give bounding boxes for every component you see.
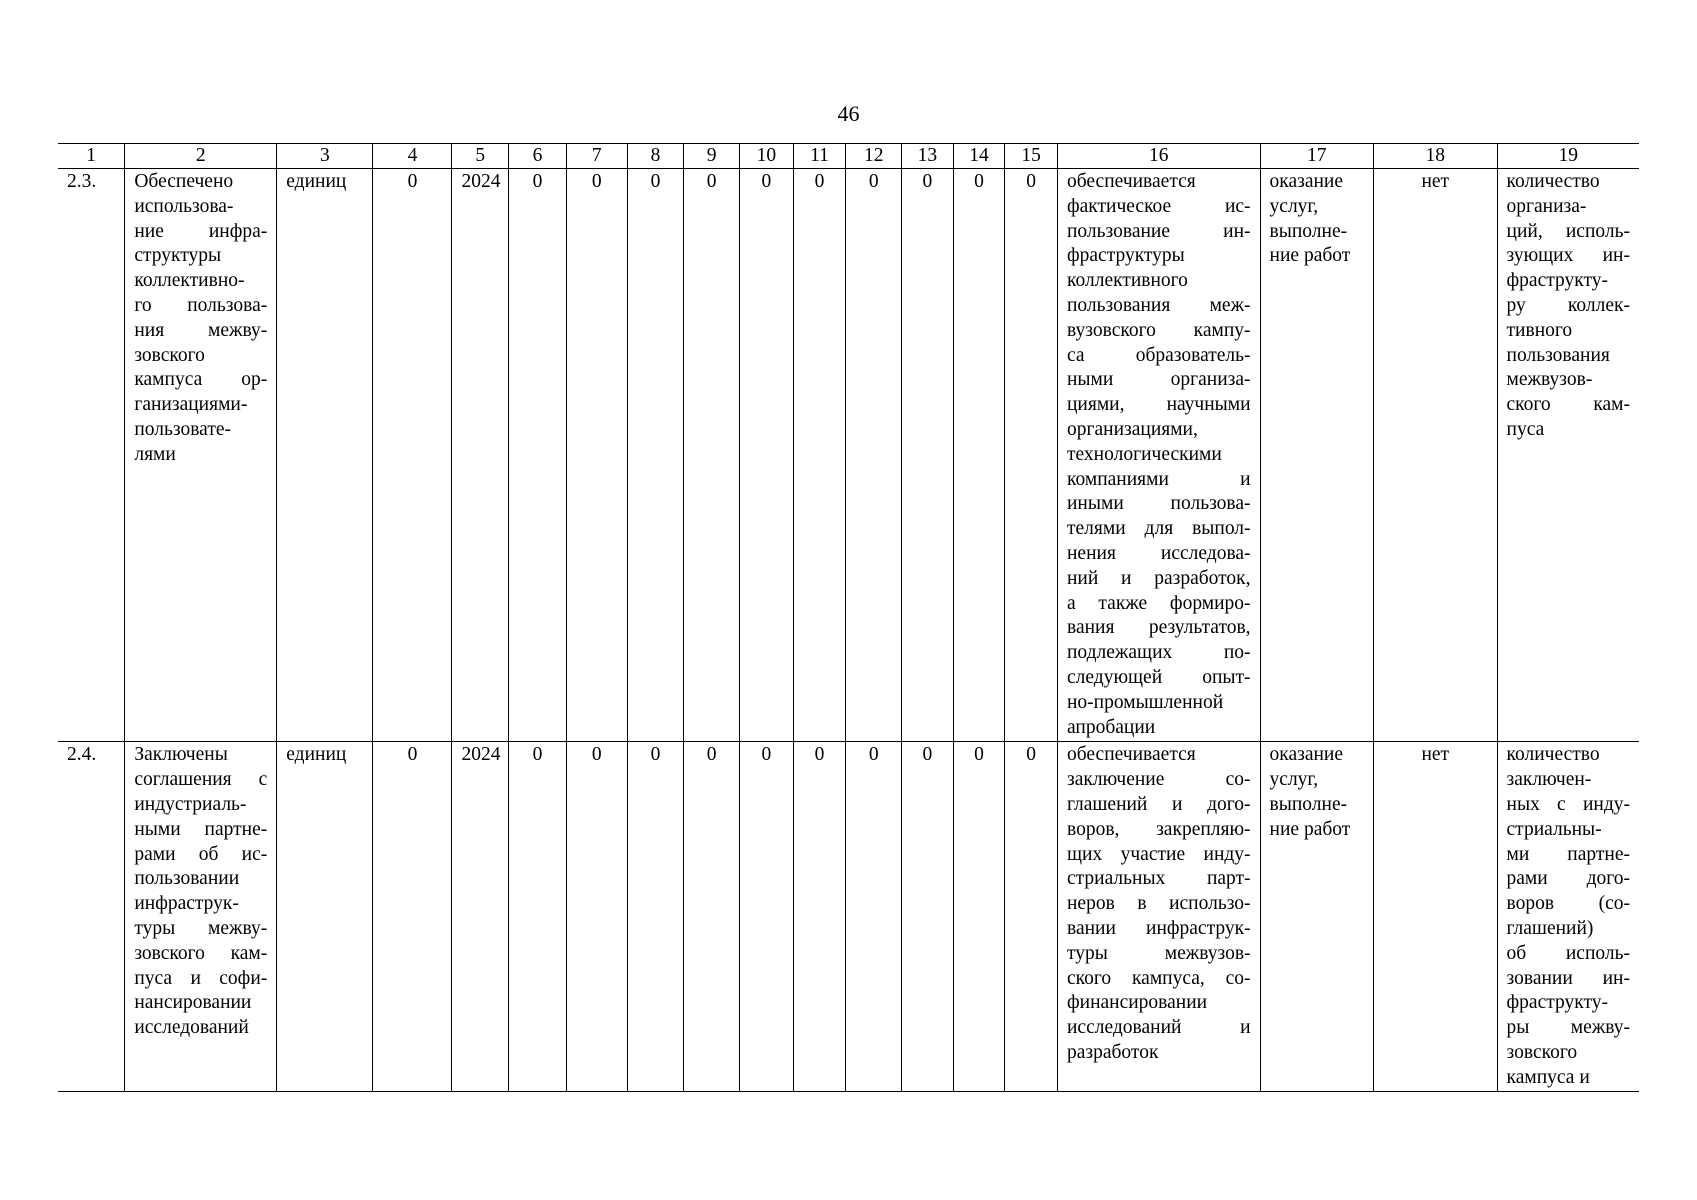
text-line: ными партне- [134, 818, 268, 840]
value-cell: 0 [684, 169, 740, 742]
result-type-cell [1260, 169, 1373, 742]
text-line: ных с инду- [1506, 793, 1630, 815]
value-cell: 0 [684, 742, 740, 1092]
text-line: телями для выпол- [1067, 518, 1251, 540]
text-line: тивного [1506, 319, 1573, 341]
text-line: зующих ин- [1506, 245, 1630, 267]
base-year-cell: 2024 [452, 742, 509, 1092]
column-header: 13 [902, 144, 954, 169]
text-line: нения исследова- [1067, 542, 1251, 564]
text-line: лями [134, 443, 176, 465]
text-line: индустриаль- [134, 793, 247, 815]
text-line: услуг, [1269, 769, 1319, 791]
text-line: фраструкту- [1506, 992, 1608, 1014]
base-year-cell: 2024 [452, 169, 509, 742]
text-line: ры межву- [1506, 1017, 1630, 1039]
text-line: соглашения с [134, 769, 268, 791]
text-line: глашений) [1506, 917, 1594, 939]
text-line: ными организа- [1067, 369, 1251, 391]
row-number-cell: 2.3. [58, 169, 125, 742]
text-line: зовского кам- [134, 942, 268, 964]
column-header: 1 [58, 144, 125, 169]
characteristic-cell [1497, 742, 1639, 1092]
text-line: нансировании [134, 992, 252, 1014]
text-line: Обеспечено [134, 171, 234, 192]
page-number: 46 [837, 101, 860, 126]
text-line: воров (со- [1506, 893, 1630, 915]
text-line: воров, закрепляю- [1067, 818, 1251, 840]
text-line: исследований [134, 1017, 249, 1039]
text-line: выполне- [1269, 793, 1348, 815]
text-line: пуса и софи- [134, 967, 268, 989]
text-line: ского кам- [1506, 394, 1630, 416]
unit-cell: единиц [277, 742, 373, 1092]
text-line: обеспечивается [1067, 744, 1196, 766]
value-cell: 0 [1005, 169, 1058, 742]
text-line: межвузов- [1506, 369, 1593, 391]
text-line: использова- [134, 195, 234, 217]
flag-cell: нет [1373, 169, 1497, 742]
text-line: апробации [1067, 716, 1156, 738]
text-line: оказание [1269, 744, 1344, 766]
text-line: щих участие инду- [1067, 843, 1251, 865]
text-line: подлежащих по- [1067, 642, 1251, 664]
text-line: исследований и [1067, 1017, 1251, 1039]
text-line: ние работ [1269, 245, 1351, 267]
text-line: ру коллек- [1506, 294, 1630, 316]
text-line: фактическое ис- [1067, 195, 1251, 217]
text-line: ний и разработок, [1067, 567, 1251, 589]
text-line: а также формиро- [1067, 592, 1251, 614]
column-header: 9 [684, 144, 740, 169]
base-value-cell: 0 [373, 742, 452, 1092]
text-line: услуг, [1269, 195, 1319, 217]
text-line: пользования [1506, 344, 1610, 366]
text-line: са образователь- [1067, 344, 1251, 366]
result-name-cell [125, 169, 277, 742]
text-line: организа- [1506, 195, 1587, 217]
column-header: 14 [953, 144, 1005, 169]
column-header: 15 [1005, 144, 1058, 169]
table-row [58, 169, 1639, 742]
text-line: зовского [134, 344, 205, 366]
text-line: следующей опыт- [1067, 666, 1251, 688]
column-header: 7 [566, 144, 627, 169]
value-cell: 0 [509, 169, 567, 742]
text-line: пуса [1506, 418, 1545, 440]
text-line: фраструкту- [1506, 270, 1608, 292]
text-line: инфраструк- [134, 893, 239, 915]
text-line: выполне- [1269, 220, 1348, 242]
row-number-cell: 2.4. [58, 742, 125, 1092]
text-line: пользовате- [134, 418, 232, 440]
text-line: технологическими [1067, 443, 1222, 465]
text-line: коллективного [1067, 270, 1188, 292]
column-header: 6 [509, 144, 567, 169]
text-line: заключение со- [1067, 769, 1251, 791]
text-line: ганизациями- [134, 394, 248, 416]
value-cell: 0 [740, 742, 794, 1092]
text-line: вании инфраструк- [1067, 917, 1251, 939]
text-line: вания результатов, [1067, 617, 1251, 639]
text-line: кампуса ор- [134, 369, 268, 391]
base-value-cell: 0 [373, 169, 452, 742]
value-cell: 0 [902, 169, 954, 742]
column-header: 10 [740, 144, 794, 169]
text-line: зовании ин- [1506, 967, 1630, 989]
value-cell: 0 [793, 169, 846, 742]
text-line: количество [1506, 744, 1600, 766]
text-line: организациями, [1067, 418, 1198, 440]
column-header: 19 [1497, 144, 1639, 169]
text-line: ние инфра- [134, 220, 268, 242]
text-line: зовского [1506, 1041, 1578, 1063]
text-line: структуры [134, 245, 222, 267]
text-line: компаниями и [1067, 468, 1251, 490]
description-cell [1058, 169, 1261, 742]
text-line: об исполь- [1506, 942, 1630, 964]
text-line: туры межву- [134, 917, 268, 939]
column-header: 4 [373, 144, 452, 169]
value-cell: 0 [566, 742, 627, 1092]
value-cell: 0 [740, 169, 794, 742]
text-line: рами дого- [1506, 868, 1630, 890]
value-cell: 0 [846, 742, 902, 1092]
text-line: заключен- [1506, 769, 1592, 791]
value-cell: 0 [627, 742, 684, 1092]
text-line: оказание [1269, 171, 1344, 192]
text-line: Заключены [134, 744, 228, 766]
text-line: го пользова- [134, 294, 268, 316]
text-line: ций, исполь- [1506, 220, 1630, 242]
column-header: 11 [793, 144, 846, 169]
column-header: 2 [125, 144, 277, 169]
text-line: ского кампуса, со- [1067, 967, 1251, 989]
flag-cell: нет [1373, 742, 1497, 1092]
result-type-cell [1260, 742, 1373, 1092]
text-line: кампуса и [1506, 1066, 1590, 1088]
text-line: стриальных парт- [1067, 868, 1251, 890]
text-line: стриальны- [1506, 818, 1602, 840]
text-line: рами об ис- [134, 843, 268, 865]
description-cell [1058, 742, 1261, 1092]
text-line: количество [1506, 171, 1600, 192]
text-line: иными пользова- [1067, 493, 1251, 515]
value-cell: 0 [627, 169, 684, 742]
text-line: ния межву- [134, 319, 268, 341]
value-cell: 0 [953, 169, 1005, 742]
text-line: ние работ [1269, 818, 1351, 840]
text-line: обеспечивается [1067, 171, 1196, 192]
column-header: 5 [452, 144, 509, 169]
text-line: ми партне- [1506, 843, 1630, 865]
text-line: глашений и дого- [1067, 793, 1251, 815]
column-number-row [58, 144, 1639, 169]
text-line: пользования меж- [1067, 294, 1251, 316]
text-line: финансировании [1067, 992, 1208, 1014]
unit-cell: единиц [277, 169, 373, 742]
text-line: неров в использо- [1067, 893, 1251, 915]
column-header: 8 [627, 144, 684, 169]
text-line: пользовании [134, 868, 240, 890]
table-row [58, 742, 1639, 1092]
text-line: циями, научными [1067, 394, 1251, 416]
column-header: 18 [1373, 144, 1497, 169]
text-line: пользование ин- [1067, 220, 1251, 242]
column-header: 16 [1058, 144, 1261, 169]
result-name-cell [125, 742, 277, 1092]
column-header: 3 [277, 144, 373, 169]
characteristic-cell [1497, 169, 1639, 742]
column-header: 12 [846, 144, 902, 169]
text-line: но-промышленной [1067, 691, 1224, 713]
value-cell: 0 [953, 742, 1005, 1092]
text-line: коллективно- [134, 270, 245, 292]
text-line: вузовского кампу- [1067, 319, 1251, 341]
indicators-table [58, 143, 1639, 1092]
value-cell: 0 [902, 742, 954, 1092]
value-cell: 0 [793, 742, 846, 1092]
text-line: фраструктуры [1067, 245, 1185, 267]
value-cell: 0 [509, 742, 567, 1092]
text-line: разработок [1067, 1041, 1159, 1063]
value-cell: 0 [566, 169, 627, 742]
value-cell: 0 [846, 169, 902, 742]
text-line: туры межвузов- [1067, 942, 1251, 964]
column-header: 17 [1260, 144, 1373, 169]
value-cell: 0 [1005, 742, 1058, 1092]
